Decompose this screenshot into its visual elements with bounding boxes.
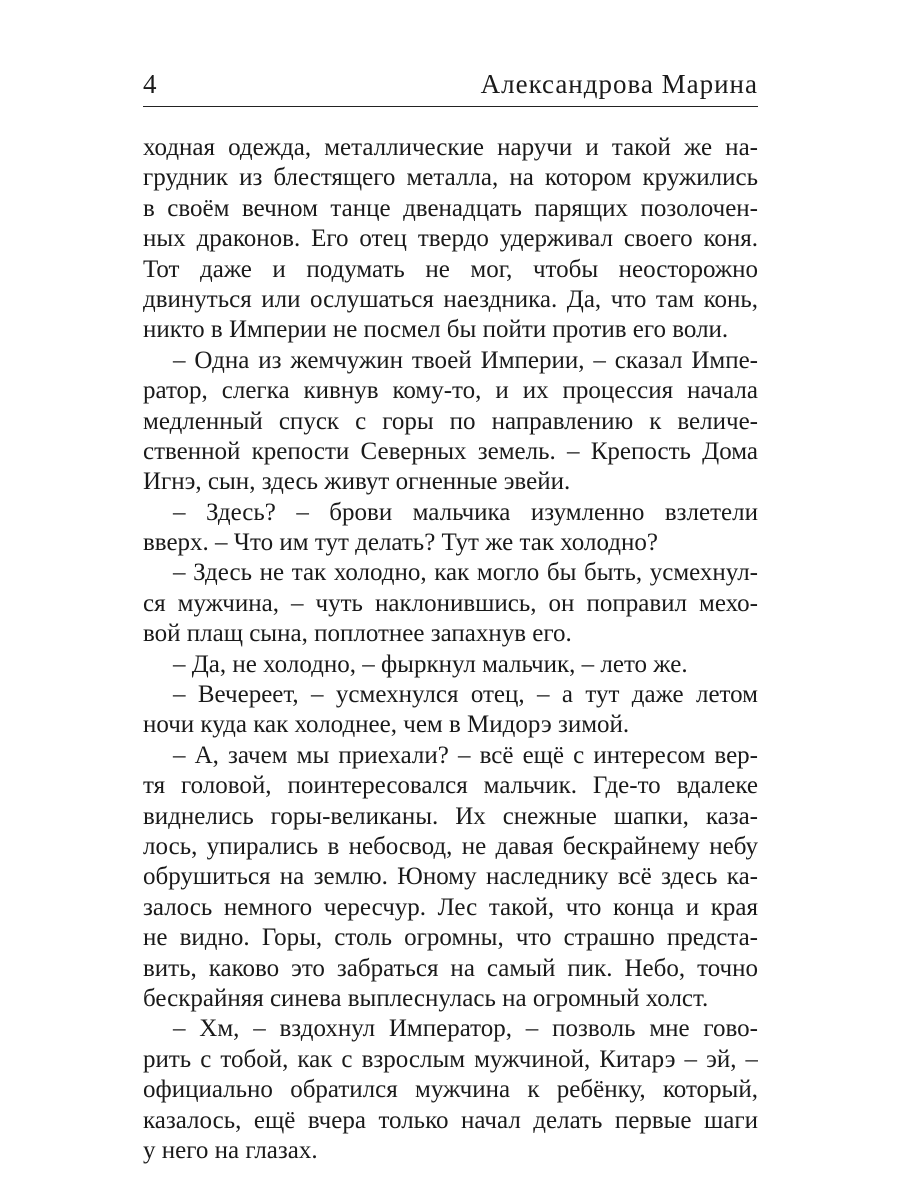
text-line: вить, каково это забраться на самый пик. Небо, точно: [143, 954, 758, 982]
text-line: казалось, ещё вчера только начал делать первые шаги: [143, 1106, 758, 1134]
text-line: рить с тобой, как с взрослым мужчиной, Китарэ – эй, –: [143, 1045, 758, 1073]
text-line: не видно. Горы, столь огромны, что страшно предста-: [143, 924, 758, 952]
body-text: [143, 133, 758, 1166]
text-line: – А, зачем мы приехали? – всё ещё с интересом вер-: [173, 741, 758, 769]
text-line: – Одна из жемчужин твоей Империи, – сказал Импе-: [173, 346, 758, 374]
text-line: бескрайняя синева выплеснулась на огромный холст.: [143, 984, 709, 1012]
running-head: [143, 66, 758, 106]
text-line: у него на глазах.: [143, 1136, 318, 1164]
text-line: тя головой, поинтересовался мальчик. Где-то вдалеке: [143, 772, 758, 800]
text-line: двинуться или ослушаться наездника. Да, что там конь,: [143, 285, 758, 313]
text-line: ных драконов. Его отец твердо удерживал своего коня.: [143, 225, 758, 253]
page-number: 4: [143, 69, 158, 99]
text-line: – Здесь не так холодно, как могло бы быть, усмехнул-: [173, 559, 758, 587]
text-line: ночи куда как холоднее, чем в Мидорэ зимой.: [143, 711, 630, 739]
header-rule: [143, 106, 758, 107]
text-line: – Вечереет, – усмехнулся отец, – а тут даже летом: [173, 681, 758, 709]
text-line: – Здесь? – брови мальчика изумленно взлетели: [173, 498, 758, 526]
text-line: – Да, не холодно, – фыркнул мальчик, – лето же.: [173, 650, 688, 678]
text-line: ратор, слегка кивнув кому-то, и их процессия начала: [143, 377, 758, 405]
text-line: обрушиться на землю. Юному наследнику всё здесь ка-: [143, 863, 758, 891]
text-line: вой плащ сына, поплотнее запахнув его.: [143, 620, 572, 648]
book-page: [143, 66, 758, 1166]
text-line: ся мужчина, – чуть наклонившись, он поправил мехо-: [143, 589, 758, 617]
text-line: грудник из блестящего металла, на котором кружились: [143, 164, 758, 192]
text-line: – Хм, – вздохнул Император, – позволь мне гово-: [173, 1015, 758, 1043]
text-line: медленный спуск с горы по направлению к величе-: [143, 407, 758, 435]
text-line: официально обратился мужчина к ребёнку, который,: [143, 1076, 758, 1104]
text-line: никто в Империи не посмел бы пойти против его воли.: [143, 316, 729, 344]
text-line: Тот даже и подумать не мог, чтобы неосторожно: [143, 255, 758, 283]
text-line: вверх. – Что им тут делать? Тут же так холодно?: [143, 529, 658, 557]
text-line: Игнэ, сын, здесь живут огненные эвейи.: [143, 468, 571, 496]
text-line: лось, упирались в небосвод, не давая бескрайнему небу: [143, 832, 758, 860]
text-line: виднелись горы-великаны. Их снежные шапки, каза-: [143, 802, 758, 830]
author-name: Александрова Марина: [480, 69, 758, 99]
text-line: ходная одежда, металлические наручи и такой же на-: [143, 134, 758, 161]
text-line: ственной крепости Северных земель. – Крепость Дома: [143, 437, 758, 465]
text-line: залось немного чересчур. Лес такой, что конца и края: [143, 893, 758, 921]
text-line: в своём вечном танце двенадцать парящих позолочен-: [143, 194, 758, 222]
